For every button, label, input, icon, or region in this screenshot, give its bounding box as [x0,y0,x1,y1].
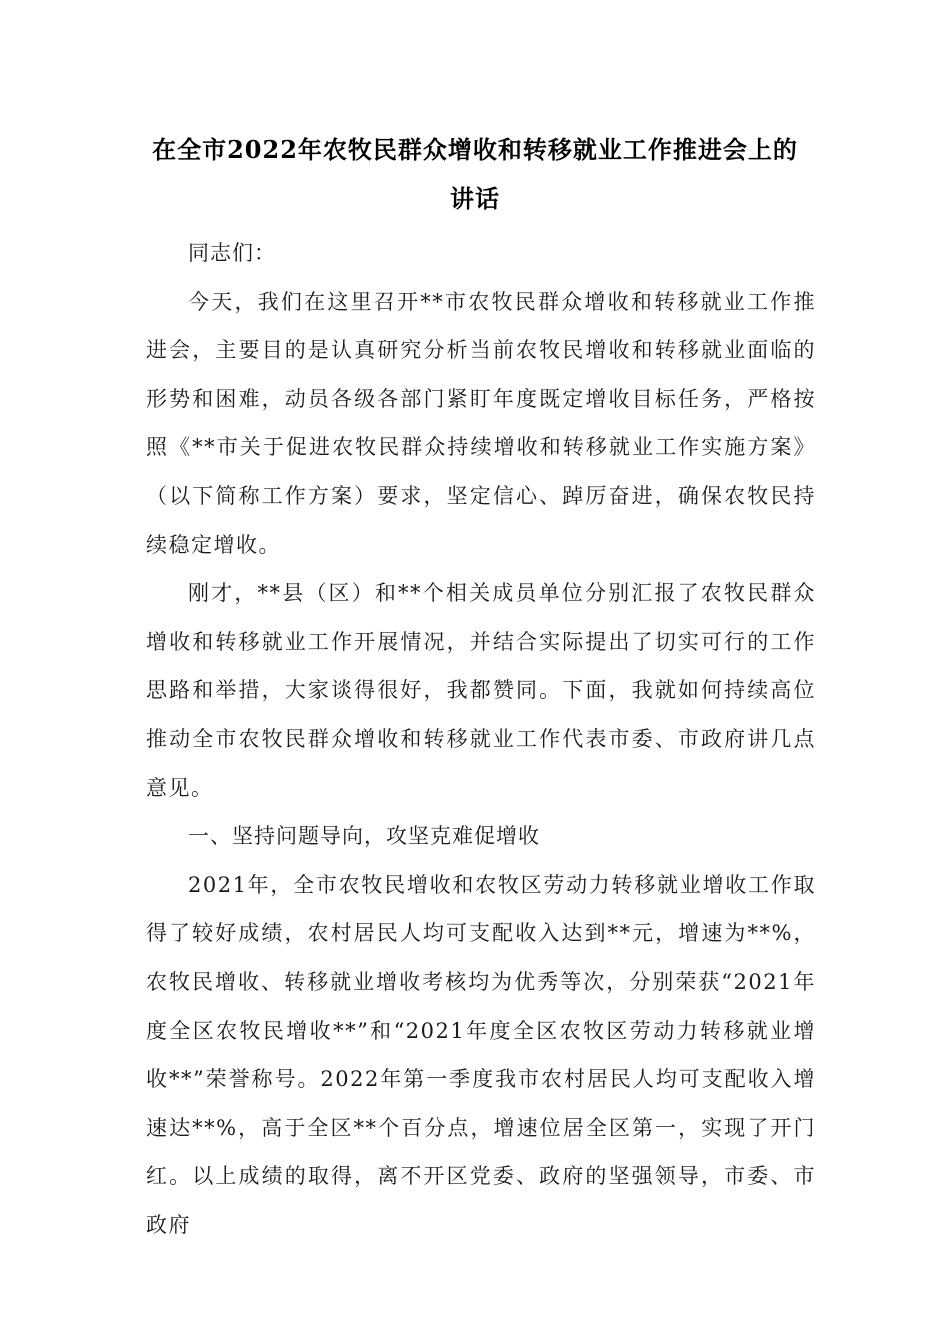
section-heading-1: 一、坚持问题导向，攻坚克难促增收 [188,824,540,849]
document-title-line-2: 讲话 [450,184,500,213]
paragraph-section-1: 2021年，全市农牧民增收和农牧区劳动力转移就业增收工作取得了较好成绩，农村居民人均可支配收入达到**元，增速为**%，农牧民增收、转移就业增收考核均为优秀等次，分别荣获“2021年度全区农牧民增收**”和“2021年度全区农牧区劳动力转移就业增收**”荣誉称号。2022年第一季度我市农村居民人均可支配收入增速达**%，高于全区**个百分点，增速位居全区第一，实现了开门红。以上成绩的取得，离不开区党委、政府的坚强领导，市委、市政府 [146,872,816,1237]
paragraph-opening: 今天，我们在这里召开**市农牧民群众增收和转移就业工作推进会，主要目的是认真研究分析当前农牧民增收和转移就业面临的形势和困难，动员各级各部门紧盯年度既定增收目标任务，严格按照《**市关于促进农牧民群众持续增收和转移就业工作实施方案》（以下简称工作方案）要求，坚定信心、踔厉奋进，确保农牧民持续稳定增收。 [146,289,816,557]
salutation: 同志们： [188,241,276,265]
paragraph-reports: 刚才，**县（区）和**个相关成员单位分别汇报了农牧民群众增收和转移就业工作开展情况，并结合实际提出了切实可行的工作思路和举措，大家谈得很好，我都赞同。下面，我就如何持续高位推动全市农牧民群众增收和转移就业工作代表市委、市政府讲几点意见。 [146,581,816,800]
document-body [146,229,816,1249]
document-title-line-1: 在全市2022年农牧民群众增收和转移就业工作推进会上的 [152,135,798,164]
